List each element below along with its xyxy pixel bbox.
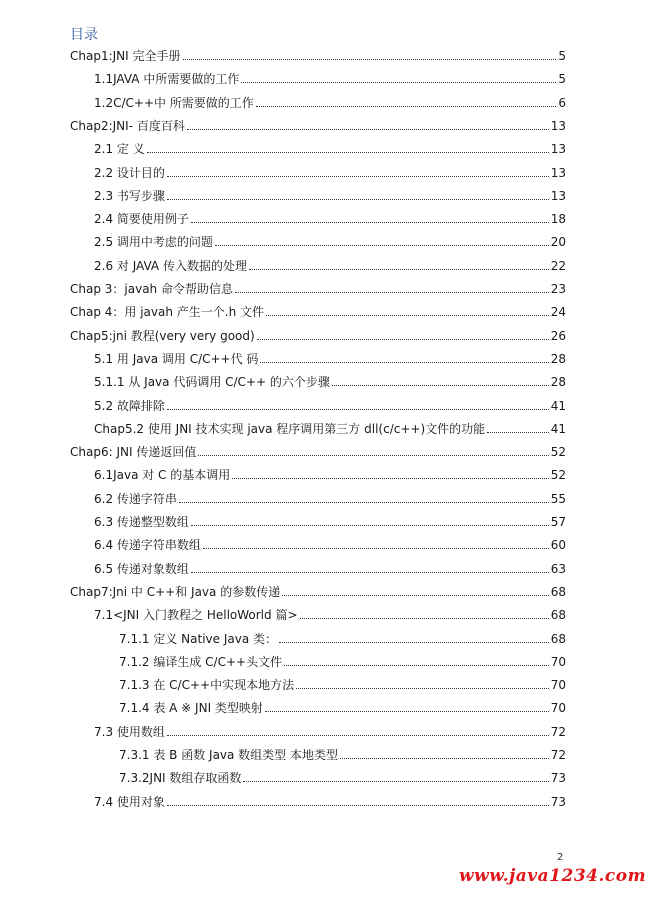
toc-entry[interactable]	[119, 650, 566, 670]
dot-leader	[167, 735, 549, 736]
toc-entry-title: 7.3 使用数组	[94, 724, 165, 739]
toc-entry-page: 13	[550, 142, 566, 157]
toc-entry[interactable]	[94, 230, 566, 250]
toc-entry-page: 13	[550, 165, 566, 180]
dot-leader	[215, 245, 549, 246]
toc-entry-page: 60	[550, 538, 566, 553]
toc-entry-page: 28	[550, 351, 566, 366]
toc-entry-title: 7.4 使用对象	[94, 794, 165, 809]
toc-entry-page: 70	[550, 701, 566, 716]
toc-entry[interactable]	[94, 91, 566, 111]
dot-leader	[257, 339, 549, 340]
toc-entry-title: 5.1.1 从 Java 代码调用 C/C++ 的六个步骤	[94, 375, 330, 390]
toc-entry-title: 7.1.1 定义 Native Java 类：	[119, 631, 277, 646]
toc-entry[interactable]	[70, 114, 566, 134]
toc-entry[interactable]	[94, 67, 566, 87]
dot-leader	[243, 781, 548, 782]
toc-entry-title: 1.2C/C++中 所需要做的工作	[94, 95, 254, 110]
toc-entry[interactable]	[94, 603, 566, 623]
toc-entry[interactable]	[94, 184, 566, 204]
dot-leader	[332, 385, 549, 386]
toc-entry-page: 57	[550, 515, 566, 529]
toc-entry[interactable]	[94, 137, 566, 157]
toc-entry-title: Chap2:JNI- 百度百科	[70, 118, 185, 133]
toc-entry-title: 2.1 定 义	[94, 142, 145, 157]
dot-leader	[265, 711, 549, 712]
toc-entry-page: 22	[550, 258, 566, 273]
toc-entry-page: 72	[550, 724, 566, 739]
toc-entry[interactable]	[94, 254, 566, 274]
toc-entry[interactable]	[70, 277, 566, 297]
toc-entry-title: Chap7:Jni 中 C++和 Java 的参数传递	[70, 584, 281, 599]
toc-entry-title: 7.3.1 表 B 函数 Java 数组类型 本地类型	[119, 748, 339, 762]
toc-entry-page: 5	[558, 49, 566, 63]
toc-entry-title: 1.1JAVA 中所需要做的工作	[94, 72, 240, 87]
toc-entry-page: 63	[550, 561, 566, 576]
toc-entry-title: 2.4 简要使用例子	[94, 212, 189, 227]
toc-entry-title: 6.2 传递字符串	[94, 491, 177, 506]
toc-entry[interactable]	[94, 161, 566, 181]
toc-entry-title: 6.1Java 对 C 的基本调用	[94, 468, 231, 483]
toc-entry-title: Chap5.2 使用 JNI 技术实现 java 程序调用第三方 dll(c/c++)文件的功能	[94, 421, 486, 436]
dot-leader	[279, 642, 549, 643]
dot-leader	[191, 222, 549, 223]
toc-entry[interactable]	[119, 627, 566, 647]
toc-entry[interactable]	[119, 673, 566, 693]
dot-leader	[340, 758, 549, 759]
toc-entry-page: 41	[550, 398, 566, 413]
toc-entry-page: 68	[550, 608, 566, 623]
dot-leader	[167, 409, 549, 410]
dot-leader	[260, 362, 548, 363]
dot-leader	[296, 688, 549, 689]
toc-entry-page: 73	[550, 794, 566, 809]
toc-entry-page: 6	[558, 95, 566, 110]
toc-entry-page: 72	[550, 748, 566, 762]
toc-entry-page: 23	[550, 282, 566, 296]
toc-entry-page: 13	[550, 118, 566, 133]
toc-entry-page: 52	[550, 468, 566, 483]
toc-entry-title: Chap1:JNI 完全手册	[70, 49, 181, 63]
toc-entry-title: 2.5 调用中考虑的问题	[94, 235, 213, 250]
dot-leader	[266, 315, 549, 316]
toc-entry-title: Chap5:jni 教程(very very good)	[70, 328, 255, 343]
toc-entry-title: 2.3 书写步骤	[94, 188, 165, 203]
toc-entry-page: 70	[550, 678, 566, 693]
dot-leader	[147, 152, 549, 153]
toc-entry[interactable]	[119, 696, 566, 716]
toc-entry-page: 5	[558, 72, 566, 87]
toc-entry[interactable]	[119, 743, 566, 763]
dot-leader	[167, 805, 549, 806]
toc-entry-title: 5.2 故障排除	[94, 398, 165, 413]
toc-entry-page: 68	[550, 631, 566, 646]
toc-entry-page: 20	[550, 235, 566, 250]
page-number: 2	[557, 852, 564, 863]
toc-entry-page: 41	[550, 421, 566, 436]
toc-entry[interactable]	[94, 533, 566, 553]
toc-entry[interactable]	[94, 207, 566, 227]
dot-leader	[282, 595, 549, 596]
toc-entry-title: 7.1.4 表 A ※ JNI 类型映射	[119, 701, 263, 716]
dot-leader	[167, 176, 549, 177]
toc-entry[interactable]	[94, 510, 566, 530]
toc-entry-title: 6.5 传递对象数组	[94, 561, 189, 576]
toc-heading: 目录	[70, 27, 98, 43]
toc-entry[interactable]	[94, 487, 566, 507]
toc-entry-page: 70	[550, 654, 566, 669]
toc-entry[interactable]	[94, 370, 566, 390]
dot-leader	[487, 432, 549, 433]
toc-entry-title: 7.1.2 编译生成 C/C++头文件	[119, 654, 283, 669]
toc-entry-page: 26	[550, 328, 566, 343]
toc-entry[interactable]	[94, 720, 566, 740]
dot-leader	[284, 665, 549, 666]
dot-leader	[235, 292, 549, 293]
dot-leader	[203, 548, 549, 549]
toc-entry-title: 2.2 设计目的	[94, 165, 165, 180]
dot-leader	[187, 129, 549, 130]
toc-entry-page: 13	[550, 188, 566, 203]
toc-entry[interactable]	[70, 44, 566, 64]
toc-entry-title: 7.1<JNI 入门教程之 HelloWorld 篇>	[94, 608, 298, 623]
toc-entry-title: 5.1 用 Java 调用 C/C++代 码	[94, 351, 259, 366]
toc-entry-page: 18	[550, 212, 566, 227]
toc-entry[interactable]	[94, 463, 566, 483]
dot-leader	[198, 455, 548, 456]
toc-entry[interactable]	[70, 300, 566, 320]
toc-entry-title: 6.4 传递字符串数组	[94, 538, 201, 553]
dot-leader	[256, 106, 557, 107]
toc-entry-page: 28	[550, 375, 566, 390]
toc-entry[interactable]	[70, 324, 566, 344]
dot-leader	[183, 59, 557, 60]
toc-entry-title: 6.3 传递整型数组	[94, 515, 189, 529]
dot-leader	[191, 525, 549, 526]
toc-entry-page: 52	[550, 445, 566, 460]
toc-entry[interactable]	[119, 766, 566, 786]
toc-entry[interactable]	[94, 394, 566, 414]
toc-entry[interactable]	[94, 347, 566, 367]
dot-leader	[241, 82, 556, 83]
toc-entry-page: 68	[550, 584, 566, 599]
toc-entry-title: Chap6: JNI 传递返回值	[70, 445, 197, 460]
toc-entry-page: 73	[550, 771, 566, 786]
dot-leader	[191, 572, 549, 573]
toc-entry-title: Chap 3：javah 命令帮助信息	[70, 282, 233, 296]
toc-entry-title: 7.1.3 在 C/C++中实现本地方法	[119, 678, 295, 693]
toc-entry[interactable]	[94, 790, 566, 810]
toc-entry-title: 7.3.2JNI 数组存取函数	[119, 771, 242, 786]
dot-leader	[300, 618, 549, 619]
toc-entry-title: 2.6 对 JAVA 传入数据的处理	[94, 258, 247, 273]
dot-leader	[179, 502, 549, 503]
toc-entry[interactable]	[94, 557, 566, 577]
dot-leader	[232, 478, 548, 479]
toc-entry-page: 55	[550, 491, 566, 506]
toc-entry-page: 24	[550, 305, 566, 320]
dot-leader	[249, 269, 549, 270]
watermark-logo: www.java1234.com	[459, 866, 647, 886]
toc-entry[interactable]	[94, 417, 566, 437]
toc-entry-title: Chap 4：用 javah 产生一个.h 文件	[70, 305, 265, 320]
toc-entry[interactable]	[70, 580, 566, 600]
toc-entry[interactable]	[70, 440, 566, 460]
dot-leader	[167, 199, 549, 200]
